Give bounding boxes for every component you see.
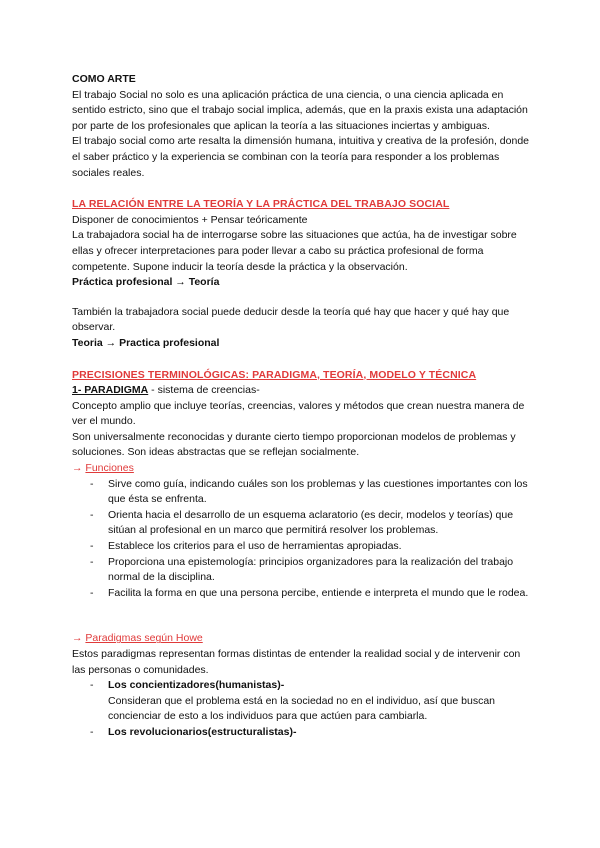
howe-list [72,678,532,740]
flow-teoria-practica: Teoria → Practica profesional [72,336,220,349]
howe-item-title: - Los concientizadores(humanistas)- [108,679,285,692]
paradigma-paragraph-1: Concepto amplio que incluye teorías, creencias, valores y métodos que crean nuestra manera de ver el mundo. [72,399,525,428]
funciones-heading [72,461,532,477]
funciones-list [72,477,532,602]
section-title-arte: COMO ARTE [72,73,136,85]
arte-paragraph-1: El trabajo Social no solo es una aplicación práctica de una ciencia, o una ciencia aplicada en sentido estricto, sino que el trabajo social implica, además, que en la praxis exista una adaptación por parte de los profesionales que aplican la teoría a las situaciones inciertas y ambiguas. [72,88,528,132]
arrow-right-icon: → [72,632,86,645]
list-item [72,725,532,741]
section-heading-precisiones: PRECISIONES TERMINOLÓGICAS: PARADIGMA, TEORÍA, MODELO Y TÉCNICA [72,368,477,381]
howe-link[interactable]: Paradigmas según Howe [85,632,203,645]
list-item: - Proporciona una epistemología: principios organizadores para la realización del trabajo normal de la disciplina. [72,555,532,586]
arrow-right-icon: → [72,462,86,475]
section-heading-relacion: LA RELACIÓN ENTRE LA TEORÍA Y LA PRÁCTICA DEL TRABAJO SOCIAL [72,198,450,211]
paradigma-suffix: - sistema de creencias- [148,384,260,397]
flow-practica-teoria: Práctica profesional → Teoría [72,276,220,289]
relacion-subtitle: Disponer de conocimientos + Pensar teóricamente [72,213,308,226]
paradigma-title: 1- PARADIGMA [72,384,149,397]
relacion-paragraph-2: También la trabajadora social puede deducir desde la teoría qué hay que hacer y qué hay que observar. [72,305,510,334]
list-item: - Orienta hacia el desarrollo de un esquema aclaratorio (es decir, modelos y teorías) que sitúan al profesional en un marco que permitirá resolver los problemas. [72,508,532,539]
list-item [72,678,532,725]
paradigma-line [72,383,532,399]
howe-heading [72,631,532,647]
paradigma-paragraph-2: Son universalmente reconocidas y durante cierto tiempo proporcionan modelos de problemas y soluciones. Son ideas abstractas que se reflejan socialmente. [72,430,516,459]
relacion-paragraph-1: La trabajadora social ha de interrogarse sobre las situaciones que actúa, ha de investigar sobre ellas y ofrecer interpretaciones para poder llevar a cabo su práctica profesional de forma competente. Supone inducir la teoría desde la práctica y la observación. [72,229,517,273]
funciones-link[interactable]: Funciones [85,462,134,475]
list-item: - Facilita la forma en que una persona percibe, entiende e interpreta el mundo que le rodea. [72,586,532,602]
howe-intro: Estos paradigmas representan formas distintas de entender la realidad social y de intervenir con las personas o comunidades. [72,648,521,676]
list-item: - Establece los criterios para el uso de herramientas apropiadas. [72,539,532,555]
list-item: - Sirve como guía, indicando cuáles son los problemas y las cuestiones importantes con los que ésta se enfrenta. [72,477,532,508]
howe-item-desc: Consideran que el problema está en la sociedad no en el individuo, así que buscan concienciar de esto a los individuos para que actúen para cambiarla. [108,694,496,723]
arte-paragraph-2: El trabajo social como arte resalta la dimensión humana, intuitiva y creativa de la profesión, donde el saber práctico y la experiencia se combinan con la teoría para responder a los problemas sociales reales. [72,135,530,179]
howe-item-title: - Los revolucionarios(estructuralistas)- [108,725,297,738]
document-page [72,72,532,741]
